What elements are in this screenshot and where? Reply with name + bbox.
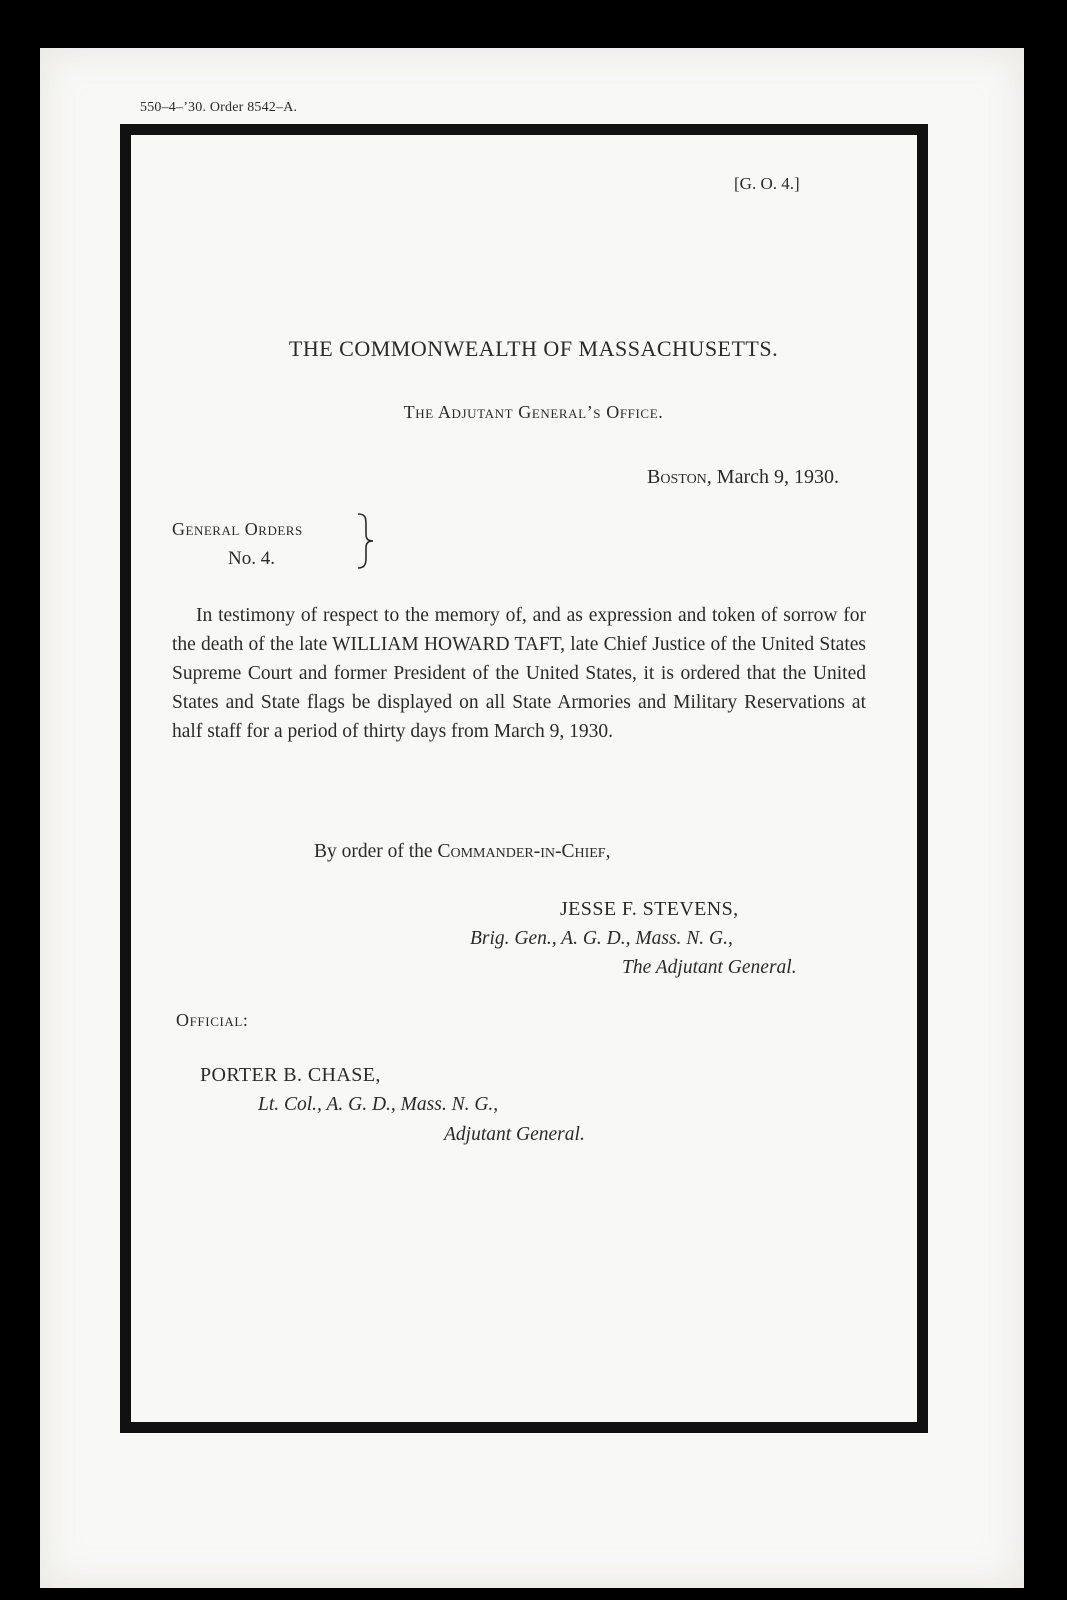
order-reference: [G. O. 4.]	[734, 174, 800, 193]
document-heading: THE COMMONWEALTH OF MASSACHUSETTS.	[288, 336, 779, 361]
general-orders-number: No. 4.	[228, 548, 275, 569]
dateline	[480, 466, 839, 489]
by-order-prefix: By order of the	[314, 841, 438, 862]
general-orders-block	[172, 514, 303, 574]
by-order-line	[314, 841, 610, 863]
signatory-2-title: Adjutant General.	[444, 1124, 585, 1145]
signatory-2-name: PORTER B. CHASE,	[200, 1064, 381, 1086]
office-name: The Adjutant General’s Office.	[403, 402, 664, 422]
mourning-border	[120, 124, 928, 1433]
signatory-1-title: The Adjutant General.	[622, 957, 797, 978]
signatory-1-name: JESSE F. STEVENS,	[560, 898, 739, 920]
general-orders-title: General Orders	[172, 519, 303, 539]
dateline-date: , March 9, 1930.	[706, 466, 839, 488]
signatory-2-rank: Lt. Col., A. G. D., Mass. N. G.,	[258, 1094, 499, 1115]
dateline-place: Boston	[647, 466, 707, 488]
by-order-suffix: ,	[605, 841, 611, 862]
print-line: 550–4–’30. Order 8542–A.	[140, 100, 298, 115]
order-body: In testimony of respect to the memory of, and as expression and token of sorrow for the death of the late WILLIAM HOWARD TAFT, late Chief Justice of the United States Supreme Court and former President of the United States, it is ordered that the United States and State flags be displayed on all State Armories and Military Reservations at half staff for a period of thirty days from March 9, 1930.	[172, 605, 866, 742]
by-order-authority: Commander-in-Chief	[437, 841, 606, 862]
official-label: Official:	[176, 1010, 249, 1030]
signatory-1-rank: Brig. Gen., A. G. D., Mass. N. G.,	[470, 928, 733, 949]
right-brace-icon	[354, 512, 378, 570]
